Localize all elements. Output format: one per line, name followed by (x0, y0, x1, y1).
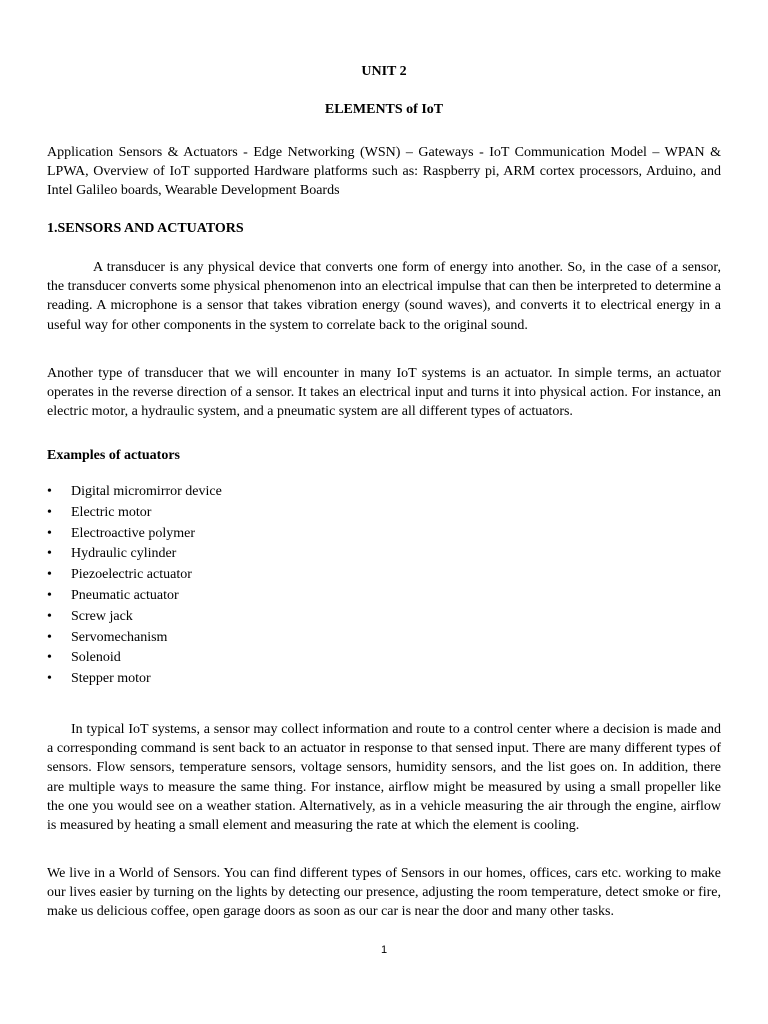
paragraph-actuator: Another type of transducer that we will encounter in many IoT systems is an actuator. In simple terms, an actuator operates in the reverse direction of a sensor. It takes an electrical input and turns it into physical action. For instance, an electric motor, a hydraulic system, and a pneumatic system are all different types of actuators. (47, 366, 721, 420)
unit-title: UNIT 2 (361, 64, 407, 79)
bullet-icon: • (47, 608, 52, 624)
list-item-text: Electric motor (71, 504, 152, 520)
list-item-text: Hydraulic cylinder (71, 546, 177, 562)
paragraph-transducer: A transducer is any physical device that converts one form of energy into another. So, in the case of a sensor, the transducer converts some physical phenomenon into an electrical impulse that can then be interpreted to determine a reading. A microphone is a sensor that takes vibration energy (sound waves), and converts it to electrical energy in a useful way for other components in the system to correlate back to the original sound. (47, 260, 721, 333)
list-item (47, 503, 222, 524)
list-item (47, 524, 222, 545)
list-item (47, 669, 222, 690)
list-item-text: Digital micromirror device (71, 484, 222, 499)
list-item (47, 565, 222, 586)
list-item-text: Pneumatic actuator (71, 587, 179, 603)
list-item-text: Solenoid (71, 650, 121, 666)
paragraph-world-of-sensors: We live in a World of Sensors. You can find different types of Sensors in our homes, offices, cars etc. working to make our lives easier by turning on the lights by detecting our presence, adjusting the room temperature, detect smoke or fire, make us delicious coffee, open garage doors as soon as our car is near the door and many other tasks. (47, 866, 721, 920)
list-item (47, 544, 222, 565)
examples-heading: Examples of actuators (47, 448, 180, 463)
list-item (47, 628, 222, 649)
list-item (47, 607, 222, 628)
paragraph-iot-systems: In typical IoT systems, a sensor may collect information and route to a control center where a decision is made and a corresponding command is sent back to an actuator in response to that sensed input. There are many different types of sensors. Flow sensors, temperature sensors, voltage sensors, humidity sensors, and the list goes on. In addition, there are multiple ways to measure the same thing. For instance, airflow might be measured by using a small propeller like the one you would see on a weather station. Alternatively, as in a vehicle measuring the air through the engine, airflow is measured by heating a small element and measuring the rate at which the element is cooling. (47, 722, 721, 834)
bullet-icon: • (47, 650, 52, 666)
bullet-icon: • (47, 546, 52, 562)
list-item-text: Electroactive polymer (71, 525, 195, 541)
list-item-text: Screw jack (71, 608, 133, 624)
list-item (47, 648, 222, 669)
list-item-text: Servomechanism (71, 629, 168, 645)
list-item (47, 586, 222, 607)
page-number: 1 (380, 944, 388, 956)
section-heading: 1.SENSORS AND ACTUATORS (47, 221, 244, 236)
bullet-icon: • (47, 629, 52, 645)
actuator-list (47, 482, 222, 690)
bullet-icon: • (47, 567, 52, 583)
bullet-icon: • (47, 504, 52, 520)
list-item-text: Piezoelectric actuator (71, 567, 192, 583)
bullet-icon: • (47, 484, 52, 499)
bullet-icon: • (47, 671, 52, 687)
bullet-icon: • (47, 587, 52, 603)
bullet-icon: • (47, 525, 52, 541)
list-item (47, 482, 222, 503)
list-item-text: Stepper motor (71, 671, 151, 687)
document-title: ELEMENTS of IoT (324, 102, 444, 117)
intro-paragraph: Application Sensors & Actuators - Edge Networking (WSN) – Gateways - IoT Communication Model – WPAN & LPWA, Overview of IoT supported Hardware platforms such as: Raspberry pi, ARM cortex processors, Arduino, and Intel Galileo boards, Wearable Development Boards (47, 145, 721, 199)
